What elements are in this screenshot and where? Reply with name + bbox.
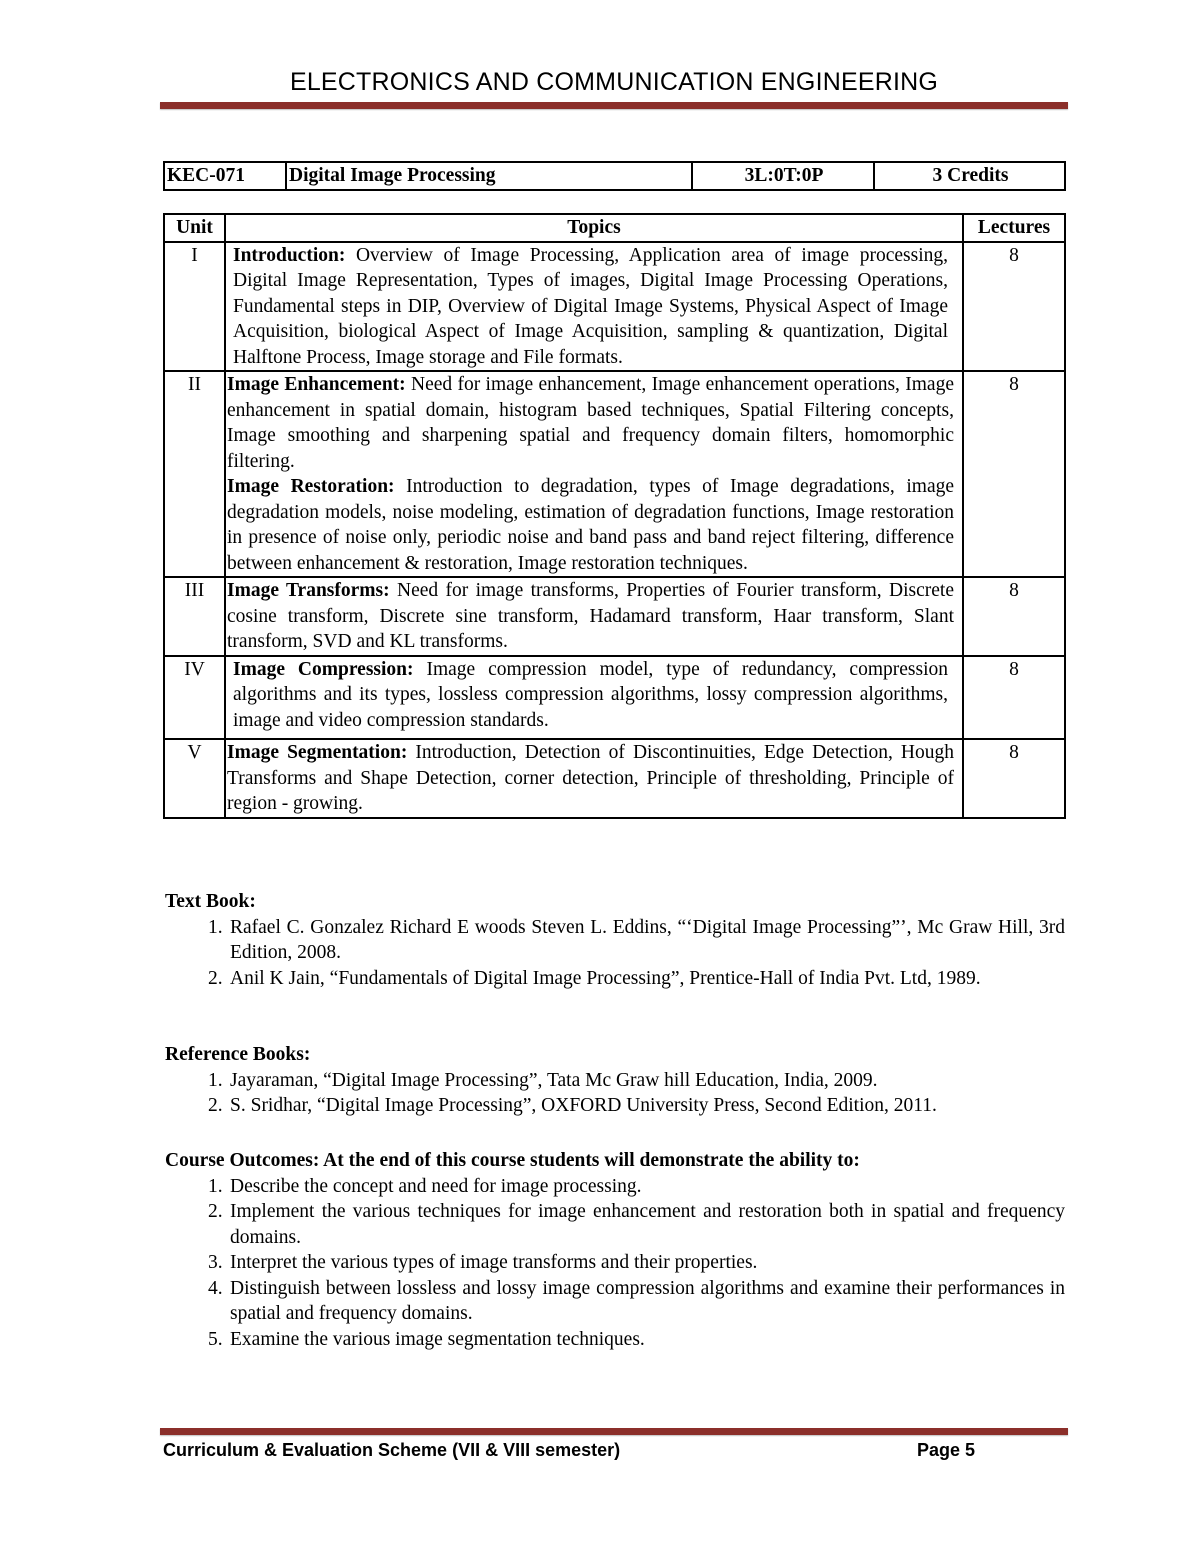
lecture-count: 8 xyxy=(963,739,1065,818)
page-number: Page 5 xyxy=(916,1440,975,1460)
unit-topics xyxy=(225,656,963,740)
text-books-list xyxy=(165,915,1065,992)
syllabus-header-row xyxy=(164,214,1065,242)
text-books-section xyxy=(165,889,1065,991)
course-outcomes-list xyxy=(165,1174,1065,1353)
list-item: 2. Anil K Jain, “Fundamentals of Digital Image Processing”, Prentice-Hall of India Pvt. Ltd, 1989. xyxy=(208,967,981,989)
header-rule xyxy=(160,102,1068,109)
list-item: 1. Jayaraman, “Digital Image Processing”, Tata Mc Graw hill Education, India, 2009. xyxy=(208,1069,878,1091)
topic-title: Introduction: xyxy=(233,244,346,266)
lecture-count: 8 xyxy=(963,242,1065,372)
list-item: 4. Distinguish between lossless and lossy image compression algorithms and examine their performances in spatial and frequency domains. xyxy=(208,1277,1065,1324)
unit-column-header: Unit xyxy=(164,214,225,242)
unit-number: IV xyxy=(164,656,225,740)
table-row xyxy=(164,656,1065,740)
topic-title: Image Restoration: xyxy=(227,476,395,497)
lecture-count: 8 xyxy=(963,371,1065,577)
topic-text: Introduction, Detection of Discontinuities, Edge Detection, Hough Transforms and Shape Detection, corner detection, Principle of thresholding, Principle of region - growing. xyxy=(227,742,954,814)
table-row xyxy=(164,242,1065,372)
lecture-count: 8 xyxy=(963,656,1065,740)
topic-title: Image Segmentation: xyxy=(227,742,408,763)
reference-books-section xyxy=(165,1042,1065,1119)
course-code: KEC-071 xyxy=(164,162,286,190)
topic-title: Image Enhancement: xyxy=(227,374,406,395)
unit-number: I xyxy=(164,242,225,372)
text-books-heading: Text Book: xyxy=(165,891,256,912)
course-info-row xyxy=(164,162,1065,190)
lectures-column-header: Lectures xyxy=(963,214,1065,242)
list-item: 5. Examine the various image segmentation techniques. xyxy=(208,1328,645,1350)
course-outcomes-section xyxy=(165,1148,1065,1352)
list-item: 1. Rafael C. Gonzalez Richard E woods Steven L. Eddins, “‘Digital Image Processing”’, Mc Graw Hill, 3rd Edition, 2008. xyxy=(208,916,1065,963)
page-footer xyxy=(163,1440,975,1461)
unit-topics xyxy=(225,242,963,372)
topic-text: Need for image enhancement, Image enhancement operations, Image enhancement in spatial domain, histogram based techniques, Spatial Filtering concepts, Image smoothing and sharpening spatial and frequency domain filters, homomorphic filtering. xyxy=(227,374,954,472)
list-item: 2. S. Sridhar, “Digital Image Processing”, OXFORD University Press, Second Edition, 2011. xyxy=(208,1095,937,1116)
reference-books-heading: Reference Books: xyxy=(165,1044,311,1065)
course-ltp: 3L:0T:0P xyxy=(692,162,874,190)
footer-rule xyxy=(160,1428,1068,1435)
table-row xyxy=(164,371,1065,577)
unit-number: II xyxy=(164,371,225,577)
table-row xyxy=(164,739,1065,818)
topic-text: Image compression model, type of redundancy, compression algorithms and its types, lossless compression algorithms, lossy compression algorithms, image and video compression standards. xyxy=(233,658,948,731)
table-row xyxy=(164,577,1065,656)
topic-text: Overview of Image Processing, Application area of image processing, Digital Image Representation, Types of images, Digital Image Processing Operations, Fundamental steps in DIP, Overview of Digital Image Systems, Physical Aspect of Image Acquisition, biological Aspect of Image Acquisition, sampling & quantization, Digital Halftone Process, Image storage and File formats. xyxy=(233,244,948,368)
reference-books-list xyxy=(165,1068,1065,1119)
unit-number: V xyxy=(164,739,225,818)
list-item: 2. Implement the various techniques for image enhancement and restoration both in spatial and frequency domains. xyxy=(208,1201,1065,1248)
course-outcomes-heading: Course Outcomes: At the end of this course students will demonstrate the ability to: xyxy=(165,1150,860,1171)
lecture-count: 8 xyxy=(963,577,1065,656)
course-name: Digital Image Processing xyxy=(286,162,692,190)
unit-topics xyxy=(225,739,963,818)
unit-topics xyxy=(225,371,963,577)
course-info-table xyxy=(163,161,1066,191)
list-item: 1. Describe the concept and need for image processing. xyxy=(208,1175,642,1197)
topic-title: Image Transforms: xyxy=(227,580,390,601)
unit-topics xyxy=(225,577,963,656)
topic-text: Need for image transforms, Properties of Fourier transform, Discrete cosine transform, Discrete sine transform, Hadamard transform, Haar transform, Slant transform, SVD and KL transforms. xyxy=(227,580,954,652)
course-credits: 3 Credits xyxy=(874,162,1065,190)
page-header-title: ELECTRONICS AND COMMUNICATION ENGINEERING xyxy=(289,68,939,96)
topics-column-header: Topics xyxy=(225,214,963,242)
list-item: 3. Interpret the various types of image transforms and their properties. xyxy=(208,1252,758,1273)
topic-text: Introduction to degradation, types of Image degradations, image degradation models, noise modeling, estimation of degradation functions, Image restoration in presence of noise only, periodic noise and band pass and band reject filtering, difference between enhancement & restoration, Image restoration techniques. xyxy=(227,476,955,574)
unit-number: III xyxy=(164,577,225,656)
topic-title: Image Compression: xyxy=(233,658,414,680)
syllabus-table xyxy=(163,213,1066,819)
footer-scheme-title: Curriculum & Evaluation Scheme (VII & VIII semester) xyxy=(163,1440,621,1460)
